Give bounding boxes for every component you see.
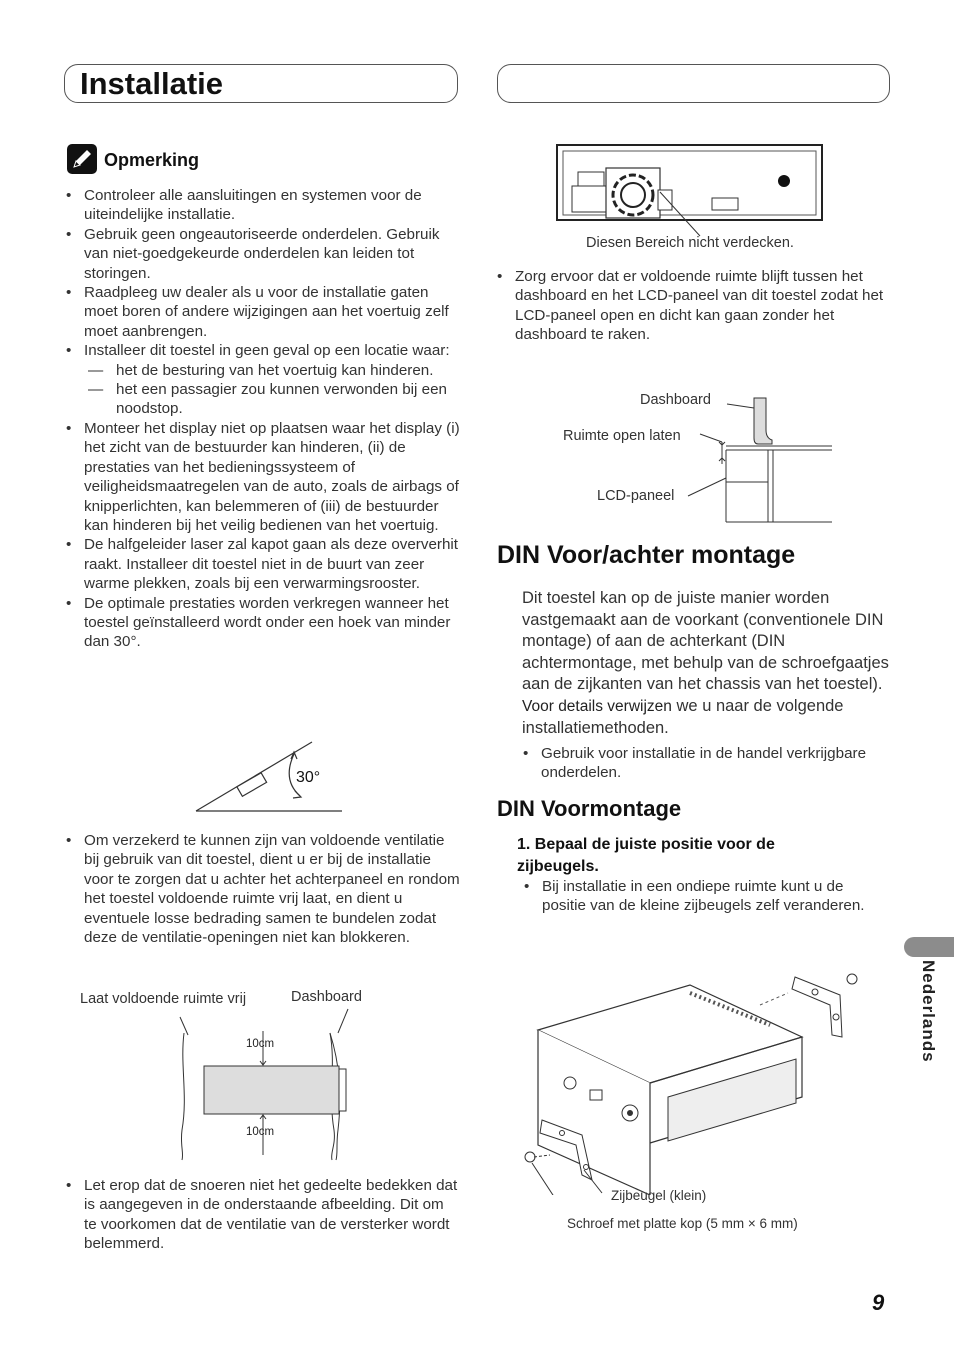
note-item	[66, 341, 460, 419]
cords-text	[66, 1176, 460, 1254]
front-bullet	[524, 877, 884, 916]
cords-item: • Let erop dat de snoeren niet het gedeelte bedekken dat is aangegeven in de onderstaande afbeelding. Dit om te voorkomen dat de ventilatie van de versterker wordt belemmerd.	[66, 1176, 460, 1254]
page-title: Installatie	[80, 66, 223, 101]
language-label: Nederlands	[919, 960, 938, 1063]
space-gap-label: Ruimte open laten	[563, 428, 681, 444]
vent-dashboard-label: Dashboard	[291, 989, 362, 1005]
note-item-text: Installeer dit toestel in geen geval op een locatie waar:	[84, 342, 450, 360]
ventilation-text	[66, 831, 460, 947]
bracket-diagram	[520, 965, 860, 1195]
din-heading: DIN Voor/achter montage	[497, 541, 796, 569]
space-diagram	[680, 390, 840, 530]
note-heading: Opmerking	[104, 150, 200, 170]
space-item: • Zorg ervoor dat er voldoende ruimte blijft tussen het dashboard en het LCD-paneel van dit toestel zodat het LCD-paneel open en dicht kan gaan zonder het dashboard te raken.	[497, 267, 891, 345]
page-number: 9	[872, 1290, 885, 1315]
screw-label: Schroef met platte kop (5 mm × 6 mm)	[567, 1216, 798, 1231]
rear-caption: Diesen Bereich nicht verdecken.	[586, 235, 794, 251]
din-paragraph-end: we u naar de volgende installatiemethoden.	[522, 696, 844, 737]
note-item: • Raadpleeg uw dealer als u voor de installatie gaten moet boren of andere wijzigingen aan het voertuig zelf moet aanbrengen.	[66, 283, 460, 341]
front-heading: DIN Voormontage	[497, 796, 682, 821]
bracket-label: Zijbeugel (klein)	[611, 1188, 707, 1203]
angle-label: 30°	[296, 769, 321, 786]
note-pencil-icon	[66, 143, 98, 175]
angle-diagram	[190, 738, 350, 818]
din-bullet-item: • Gebruik voor installatie in de handel verkrijgbare onderdelen.	[523, 744, 893, 783]
note-item: • De halfgeleider laser zal kapot gaan als deze oververhit raakt. Installeer dit toestel niet in de buurt van zeer warme plekken, zoals bij een verwarmingsrooster.	[66, 535, 460, 593]
front-bullet-item: • Bij installatie in een ondiepe ruimte kunt u de positie van de kleine zijbeugels zelf veranderen.	[524, 877, 884, 916]
din-bullet	[523, 744, 893, 783]
vent-top-gap: 10cm	[246, 1038, 275, 1050]
sub-item: — het de besturing van het voertuig kan hinderen.	[84, 361, 460, 380]
ventilation-diagram	[170, 1005, 360, 1165]
note-item: • De optimale prestaties worden verkregen wanneer het toestel geïnstalleerd wordt onder een hoek van minder dan 30°.	[66, 594, 460, 652]
din-paragraph-text: Dit toestel kan op de juiste manier worden vastgemaakt aan de voorkant (conventionele DIN montage) of aan de achterkant (DIN achtermontage, met behulp van de schroefgaatjes aan de zijkanten van het chassis van het toestel).	[522, 589, 889, 694]
front-step: 1. Bepaal de juiste positie voor de zijbeugels.	[517, 836, 775, 875]
vent-space-label: Laat voldoende ruimte vrij	[80, 991, 247, 1007]
header-empty-box	[497, 64, 890, 103]
note-item: • Controleer alle aansluitingen en systemen voor de uiteindelijke installatie.	[66, 186, 460, 225]
space-lcd-label: LCD-paneel	[597, 488, 675, 504]
space-dashboard-label: Dashboard	[640, 392, 711, 408]
din-link[interactable]: Voor details verwijzen	[522, 697, 672, 715]
space-text	[497, 267, 891, 345]
note-item: • Monteer het display niet op plaatsen waar het display (i) het zicht van de bestuurder kan hinderen, (ii) de prestaties van het bedieningssysteem of veiligheidsmaatregelen van de auto, zoals de airbags of knipperlichten, kan belemmeren of (iii) de bestuurder kan hinderen bij het veilig bedienen van het voertuig.	[66, 419, 460, 535]
rear-panel-diagram	[554, 142, 826, 242]
note-list	[66, 186, 460, 652]
din-paragraph	[522, 588, 896, 739]
vent-bottom-gap: 10cm	[246, 1126, 275, 1138]
note-item: • Gebruik geen ongeautoriseerde onderdelen. Gebruik van niet-goedgekeurde onderdelen kan leiden tot storingen.	[66, 225, 460, 283]
sub-item: — het een passagier zou kunnen verwonden bij een noodstop.	[84, 380, 460, 419]
ventilation-item: • Om verzekerd te kunnen zijn van voldoende ventilatie bij gebruik van dit toestel, dient u er bij de installatie voor te zorgen dat u achter het achterpaneel en rondom het toestel voldoende ruimte vrij laat, en dient u eventuele losse bedrading samen te bundelen zodat deze de ventilatie-openingen niet kan blokkeren.	[66, 831, 460, 947]
language-tab	[904, 937, 954, 957]
